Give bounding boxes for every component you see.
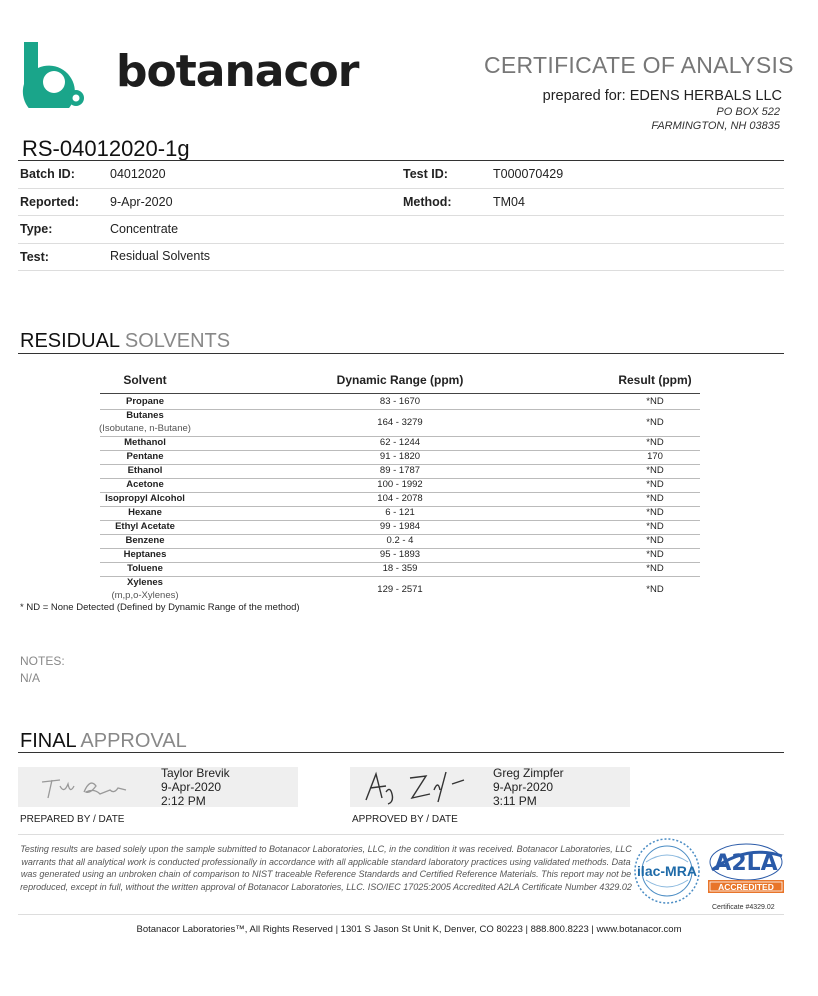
document-title: CERTIFICATE OF ANALYSIS — [484, 52, 794, 78]
dynamic-range: 129 - 2571 — [377, 583, 423, 595]
heading-dark: FINAL — [20, 730, 76, 752]
ilac-label: ilac-MRA — [637, 863, 697, 879]
dynamic-range: 83 - 1670 — [379, 396, 421, 407]
header-divider — [18, 160, 784, 161]
type-value: Concentrate — [110, 222, 179, 236]
result-value: *ND — [646, 535, 664, 546]
brand-wordmark: botanacor — [116, 46, 359, 97]
heading-dark: RESIDUAL — [20, 330, 120, 352]
notes-value: N/A — [20, 671, 41, 685]
info-divider — [18, 188, 784, 189]
ilac-mra-badge-icon — [632, 836, 702, 906]
botanacor-logo-icon — [20, 38, 90, 108]
info-divider — [18, 215, 784, 216]
solvent-subtitle: (m,p,o-Xylenes) — [111, 590, 179, 601]
col-header-result: Result (ppm) — [618, 373, 692, 387]
batch-label: Batch ID: — [20, 167, 75, 181]
method-label: Method: — [403, 195, 452, 209]
prepared-by-date: 9-Apr-2020 — [161, 780, 222, 794]
accredited-label: ACCREDITED — [718, 882, 774, 892]
solvent-name: Propane — [125, 396, 164, 407]
type-label: Type: — [20, 222, 53, 236]
solvent-name: Pentane — [126, 451, 164, 462]
result-value: *ND — [646, 563, 664, 574]
prepared-by-name: Taylor Brevik — [161, 766, 230, 780]
prepared-by-role: PREPARED BY / DATE — [20, 814, 125, 825]
reported-value: 9-Apr-2020 — [110, 195, 173, 209]
solvent-name: Ethyl Acetate — [115, 521, 175, 532]
solvent-name: Isopropyl Alcohol — [105, 493, 185, 504]
footnote: * ND = None Detected (Defined by Dynamic Range of the method) — [20, 602, 300, 613]
dynamic-range: 91 - 1820 — [379, 451, 421, 462]
approved-signature-image — [360, 768, 480, 806]
notes-label: NOTES: — [20, 654, 65, 668]
section-divider — [18, 752, 784, 753]
dynamic-range: 18 - 359 — [382, 563, 418, 574]
certificate-number: Certificate #4329.02 — [712, 904, 775, 911]
prepared-for: prepared for: EDENS HERBALS LLC — [542, 88, 782, 104]
dynamic-range: 99 - 1984 — [379, 521, 421, 532]
solvent-name: Methanol — [124, 437, 166, 448]
approved-by-name: Greg Zimpfer — [493, 766, 564, 780]
result-value: *ND — [646, 479, 664, 490]
result-value: 170 — [647, 451, 663, 462]
col-header-range: Dynamic Range (ppm) — [336, 373, 464, 387]
solvent-name: Butanes — [126, 410, 164, 421]
test-id-label: Test ID: — [403, 167, 448, 181]
info-divider — [18, 243, 784, 244]
dynamic-range: 62 - 1244 — [379, 437, 421, 448]
dynamic-range: 164 - 3279 — [377, 416, 423, 428]
address-line-1: PO BOX 522 — [716, 106, 780, 118]
approved-by-date: 9-Apr-2020 — [493, 780, 554, 794]
a2la-accredited-badge-icon — [706, 840, 786, 898]
solvent-name: Heptanes — [123, 549, 167, 560]
result-value: *ND — [646, 416, 664, 428]
info-divider — [18, 270, 784, 271]
sample-id: RS-04012020-1g — [22, 136, 190, 161]
prepared-signature-image — [38, 772, 134, 802]
solvent-name: Acetone — [126, 479, 164, 490]
test-label: Test: — [20, 250, 49, 264]
solvent-name: Ethanol — [127, 465, 163, 476]
approved-by-time: 3:11 PM — [493, 794, 537, 808]
result-value: *ND — [646, 521, 664, 532]
col-header-solvent: Solvent — [123, 373, 167, 387]
result-value: *ND — [646, 396, 664, 407]
method-value: TM04 — [493, 195, 525, 209]
test-id-value: T000070429 — [493, 167, 564, 181]
footer-divider — [18, 914, 784, 915]
dynamic-range: 104 - 2078 — [377, 493, 423, 504]
batch-value: 04012020 — [110, 167, 166, 181]
result-value: *ND — [646, 465, 664, 476]
residual-solvents-heading — [20, 330, 230, 353]
solvent-name: Benzene — [125, 535, 165, 546]
disclaimer-text: Testing results are based solely upon the sample submitted to Botanacor Laboratories, LLC, in the condition it was received. Botanacor Laboratories, LLC warrants that all analytical work is conducted professionally in accordance with all applicable standard laboratory practices using validated methods. Data was generated using an unbroken chain of comparison to NIST traceable Reference Standards and Certified Reference Materials. This report may not be reproduced, except in full, without the written approval of Botanacor Laboratories, LLC. ISO/IEC 17025:2005 Accredited A2LA Certificate Number 4329.02 — [20, 844, 632, 892]
disclaimer-divider — [18, 834, 784, 835]
address-line-2: FARMINGTON, NH 03835 — [651, 120, 780, 132]
final-approval-heading — [20, 730, 187, 753]
heading-light: SOLVENTS — [124, 330, 231, 352]
footer-text: Botanacor Laboratories™, All Rights Reserved | 1301 S Jason St Unit K, Denver, CO 80223 | 888.800.8223 | www.botanacor.com — [136, 924, 682, 935]
prepared-by-time: 2:12 PM — [161, 794, 206, 808]
dynamic-range: 6 - 121 — [385, 507, 415, 518]
heading-light: APPROVAL — [80, 730, 187, 752]
test-value: Residual Solvents — [110, 249, 211, 263]
result-value: *ND — [646, 493, 664, 504]
result-value: *ND — [646, 583, 664, 595]
dynamic-range: 100 - 1992 — [377, 479, 423, 490]
solvent-name: Hexane — [128, 507, 162, 518]
solvent-name: Xylenes — [127, 577, 163, 588]
result-value: *ND — [646, 437, 664, 448]
dynamic-range: 89 - 1787 — [379, 465, 421, 476]
reported-label: Reported: — [20, 195, 80, 209]
approved-by-role: APPROVED BY / DATE — [352, 814, 458, 825]
a2la-label: A2LA — [714, 851, 778, 876]
table-header-line — [100, 393, 700, 394]
dynamic-range: 95 - 1893 — [379, 549, 421, 560]
solvent-name: Toluene — [127, 563, 163, 574]
dynamic-range: 0.2 - 4 — [386, 535, 414, 546]
section-divider — [18, 353, 784, 354]
solvent-subtitle: (Isobutane, n-Butane) — [99, 423, 191, 434]
result-value: *ND — [646, 507, 664, 518]
result-value: *ND — [646, 549, 664, 560]
